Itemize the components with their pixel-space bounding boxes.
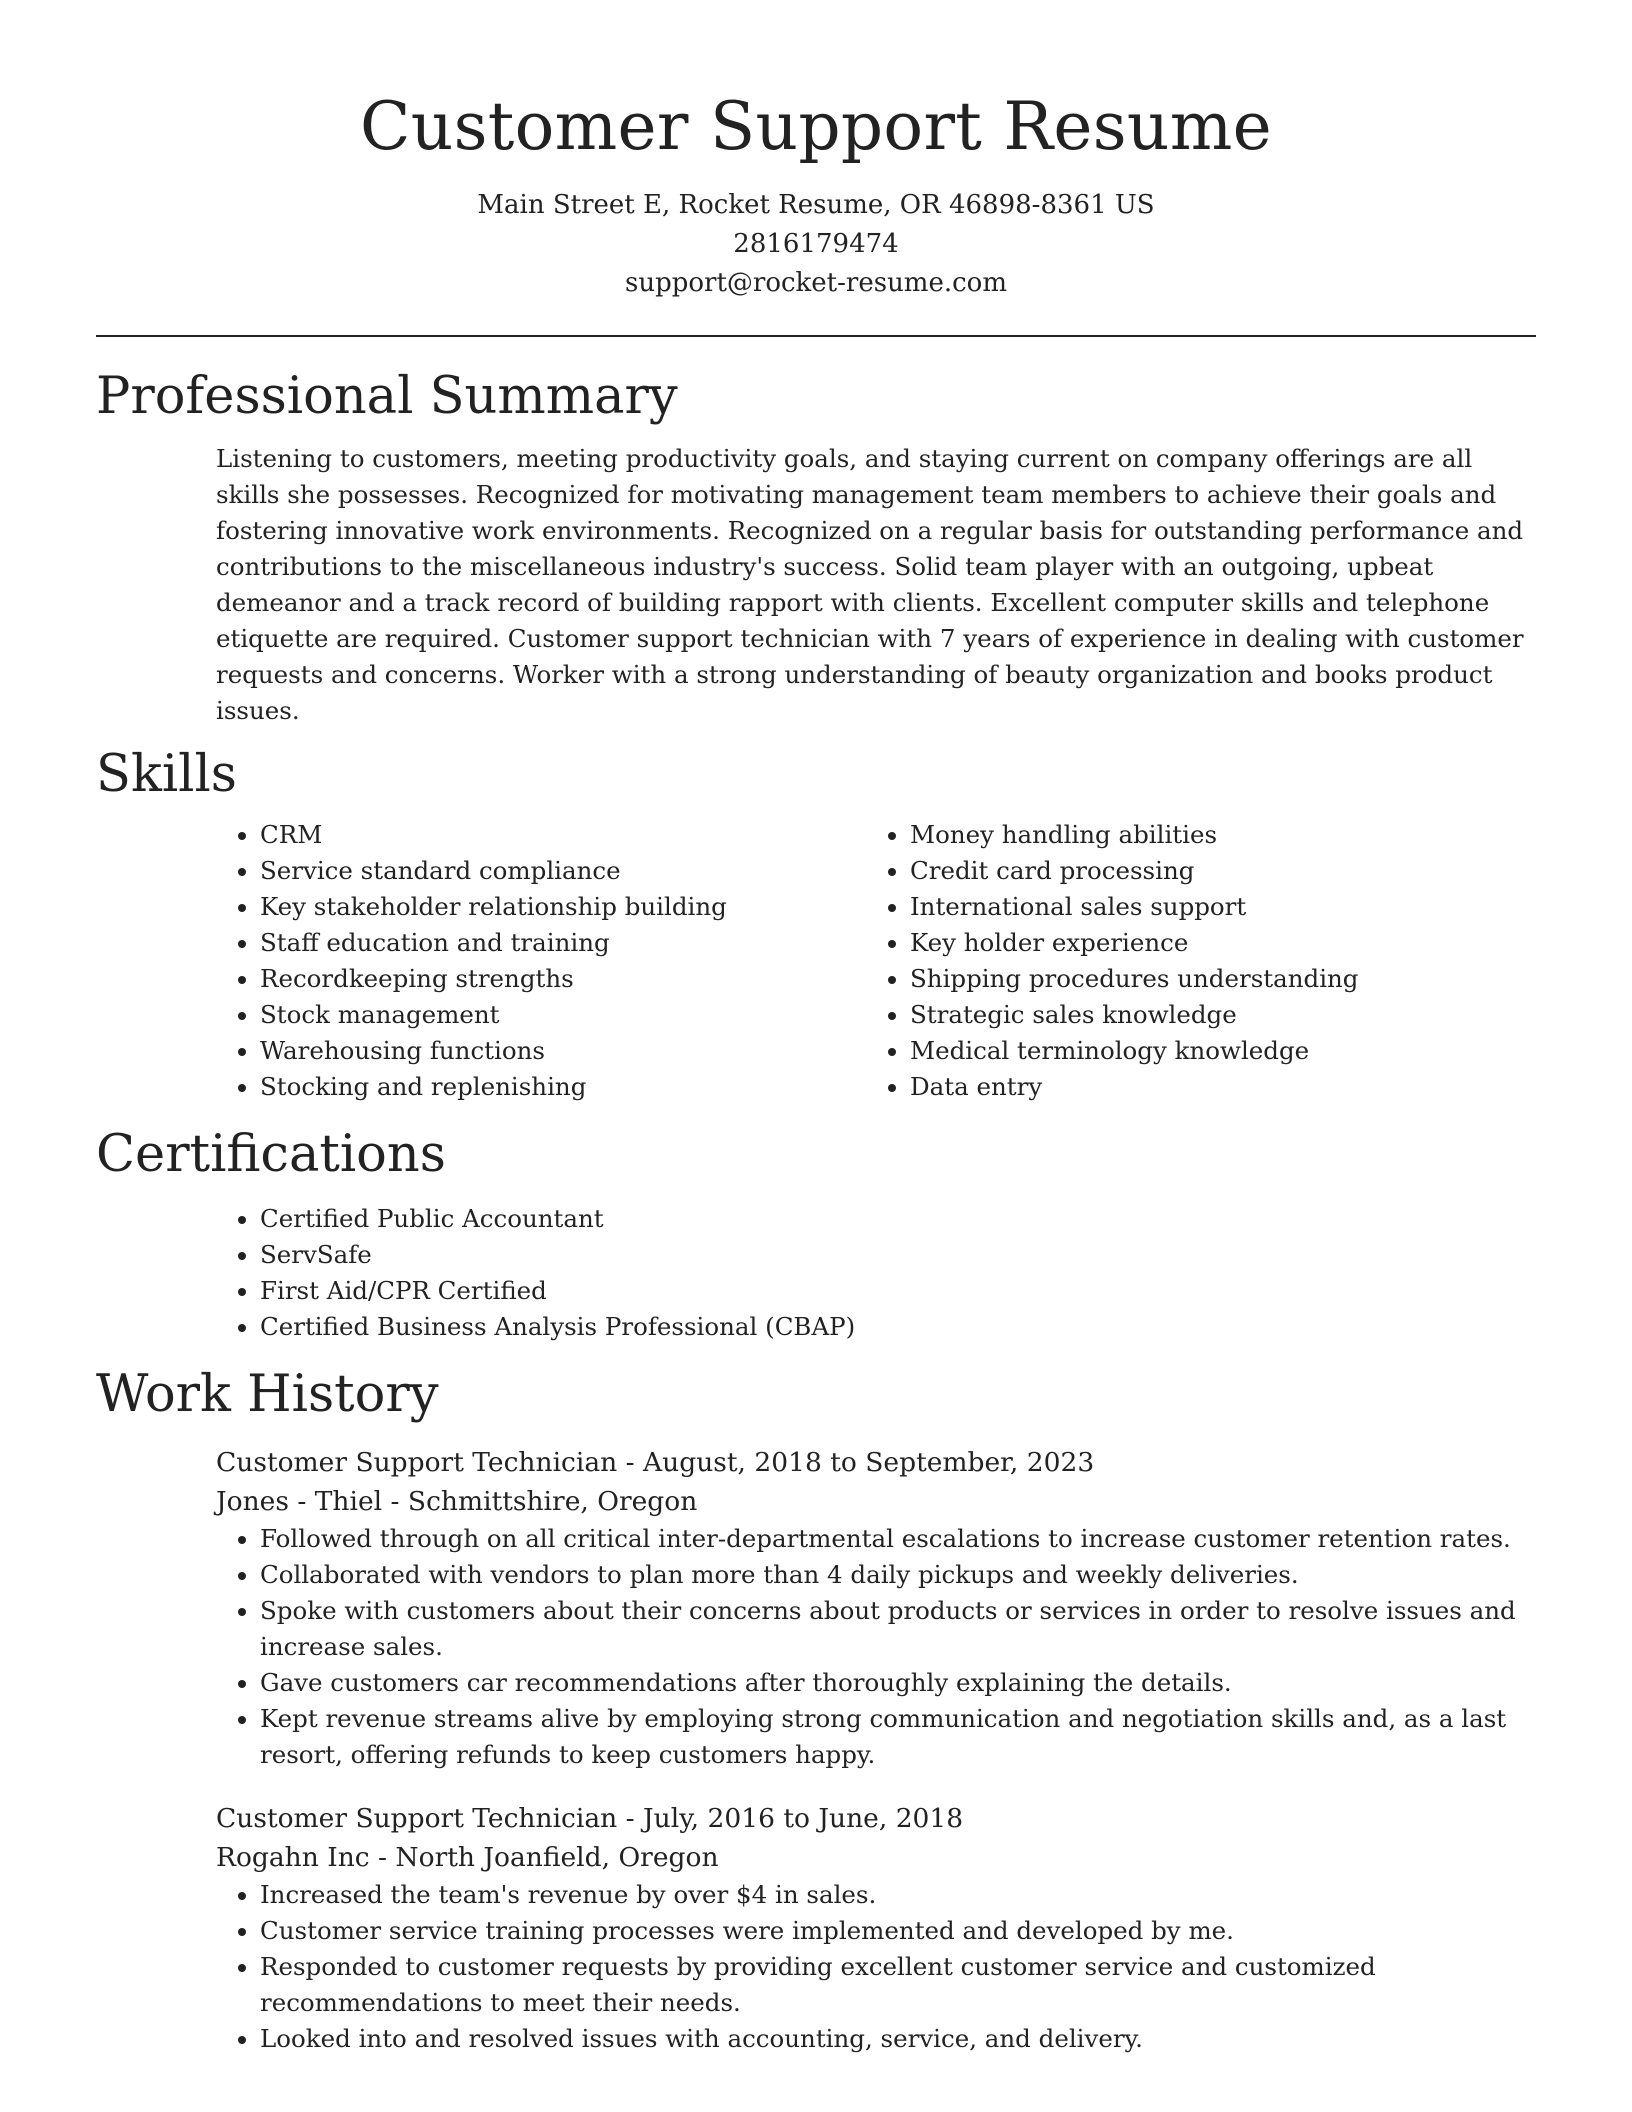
job-company: Rogahn Inc [216, 1842, 370, 1873]
job-company-line: Jones - Thiel - Schmittshire, Oregon [216, 1486, 698, 1517]
skills-list-left [216, 817, 866, 1105]
job-title: Customer Support Technician [216, 1803, 618, 1834]
job-duty-item: • Customer service training processes were implemented and developed by me. [260, 1913, 1536, 1949]
job-title-line: Customer Support Technician - August, 2018 to September, 2023 [216, 1447, 1095, 1478]
job-duty-item: • Responded to customer requests by providing excellent customer service and customized recommendations to meet their needs. [260, 1949, 1536, 2021]
skills-list-right [866, 817, 1516, 1105]
skill-item: • Shipping procedures understanding [910, 961, 1516, 997]
contact-email: support@rocket-resume.com [624, 268, 1007, 298]
skills-column-left [216, 817, 866, 1105]
skill-item: • International sales support [910, 889, 1516, 925]
certifications-section [96, 1119, 1536, 1345]
summary-heading: Professional Summary [96, 367, 678, 426]
skill-item: • Stock management [260, 997, 866, 1033]
certification-item: • Certified Public Accountant [260, 1201, 1536, 1237]
skill-item: • Credit card processing [910, 853, 1516, 889]
summary-section [96, 361, 1536, 729]
skill-item: • Key stakeholder relationship building [260, 889, 866, 925]
contact-address: Main Street E, Rocket Resume, OR 46898-8361 US [477, 190, 1155, 220]
skill-item: • Key holder experience [910, 925, 1516, 961]
job-duty-item: • Kept revenue streams alive by employing strong communication and negotiation skills and, as a last resort, offering refunds to keep customers happy. [260, 1701, 1536, 1773]
job-location: Schmittshire, Oregon [407, 1486, 698, 1517]
certification-item: • Certified Business Analysis Professional (CBAP) [260, 1309, 1536, 1345]
job-title: Customer Support Technician [216, 1447, 618, 1478]
skill-item: • Data entry [910, 1069, 1516, 1105]
skill-item: • Recordkeeping strengths [260, 961, 866, 997]
header-divider [96, 335, 1536, 337]
skill-item: • Staff education and training [260, 925, 866, 961]
skill-item: • Money handling abilities [910, 817, 1516, 853]
job-company: Jones - Thiel [216, 1486, 383, 1517]
job-location: North Joanfield, Oregon [395, 1842, 719, 1873]
skill-item: • Warehousing functions [260, 1033, 866, 1069]
skills-heading: Skills [96, 745, 237, 804]
job-dates: August, 2018 to September, 2023 [643, 1447, 1095, 1478]
contact-info [96, 186, 1536, 303]
contact-phone: 2816179474 [733, 229, 899, 259]
certifications-list-wrapper [216, 1201, 1536, 1345]
job-duties-list [216, 1521, 1536, 1773]
job-duty-item: • Gave customers car recommendations after thoroughly explaining the details. [260, 1665, 1536, 1701]
skill-item: • Service standard compliance [260, 853, 866, 889]
work-history-section [96, 1359, 1536, 2057]
job-dates: July, 2016 to June, 2018 [643, 1803, 964, 1834]
resume-page [96, 0, 1536, 2112]
job-duty-item: • Spoke with customers about their concerns about products or services in order to resolve issues and increase sales. [260, 1593, 1536, 1665]
job-duty-item: • Increased the team's revenue by over $4 in sales. [260, 1877, 1536, 1913]
certifications-heading: Certifications [96, 1125, 446, 1184]
certification-item: • First Aid/CPR Certified [260, 1273, 1536, 1309]
job-title-line: Customer Support Technician - July, 2016 to June, 2018 [216, 1803, 964, 1834]
skills-columns [216, 817, 1536, 1105]
job-duty-item: • Looked into and resolved issues with accounting, service, and delivery. [260, 2021, 1536, 2057]
summary-text: Listening to customers, meeting productivity goals, and staying current on company offerings are all skills she possesses. Recognized for motivating management team members to achieve their goals and fostering innovative work environments. Recognized on a regular basis for outstanding performance and contributions to the miscellaneous industry's success. Solid team player with an outgoing, upbeat demeanor and a track record of building rapport with clients. Excellent computer skills and telephone etiquette are required. Customer support technician with 7 years of experience in dealing with customer requests and concerns. Worker with a strong understanding of beauty organization and books product issues. [216, 444, 1524, 725]
work-history-heading: Work History [96, 1365, 439, 1424]
job-duty-item: • Followed through on all critical inter-departmental escalations to increase customer retention rates. [260, 1521, 1536, 1557]
certification-item: • ServSafe [260, 1237, 1536, 1273]
resume-header [96, 0, 1536, 303]
skill-item: • Stocking and replenishing [260, 1069, 866, 1105]
skill-item: • CRM [260, 817, 866, 853]
skills-column-right [866, 817, 1516, 1105]
skill-item: • Medical terminology knowledge [910, 1033, 1516, 1069]
job-duties-list [216, 1877, 1536, 2057]
certifications-list [216, 1201, 1536, 1345]
job-entry [216, 1443, 1536, 1773]
skills-section [96, 739, 1536, 1105]
job-company-line: Rogahn Inc - North Joanfield, Oregon [216, 1842, 719, 1873]
skill-item: • Strategic sales knowledge [910, 997, 1516, 1033]
job-entry [216, 1799, 1536, 2057]
job-duty-item: • Collaborated with vendors to plan more than 4 daily pickups and weekly deliveries. [260, 1557, 1536, 1593]
resume-title: Customer Support Resume [360, 88, 1272, 165]
